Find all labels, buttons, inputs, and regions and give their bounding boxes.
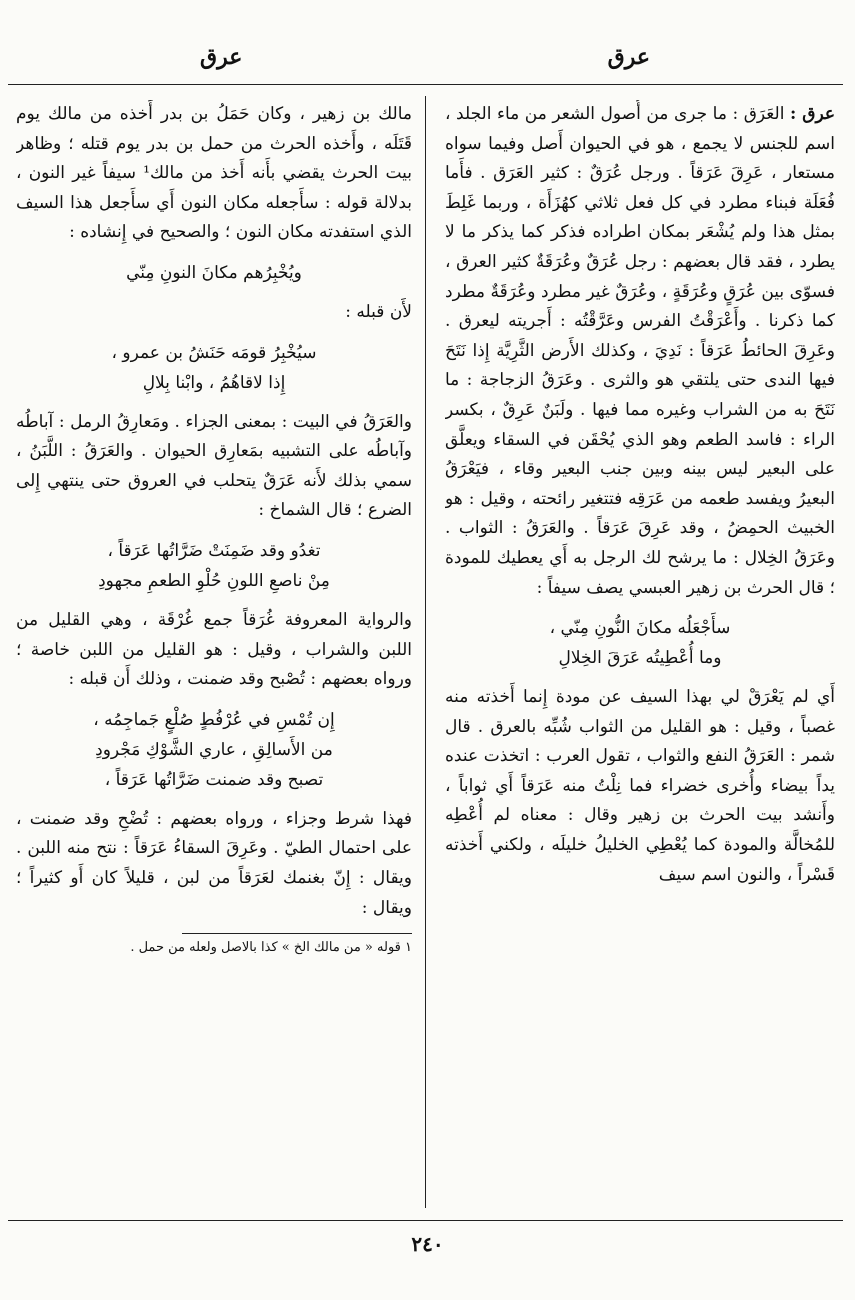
entry-text: العَرَق : ما جرى من أُصول الشعر من ماء الجلد ، اسم للجنس لا يجمع ، هو في الحيوان أَصل وفيما سواه مستعار ، عَرِقَ عَرَقاً . ورجل عُرَقٌ : كثير العَرَق . فأَما فُعَلَة فبناء مطرد في كل فعل ثلاثي كهُزَأَة ، وربما غَلِطَ بمثل هذا ولم يُشْعَر بمكان اطراده فذكر كما يذكر ما لا يطرد ، فقد قال بعضهم : رجل عُرَقٌ وعُرَقَةٌ كثير العرق ، فسوّى بين عُرَقٍ وعُرَقَةٍ ، وعُرَقٌ غير مطرد وعُرَقَةٌ مطرد كما ذكرنا . وأَعْرَقْتُ الفرس وعَرَّقْتُه : أَجريته ليعرق . وعَرِقَ الحائطُ عَرَقاً : نَدِيَ ، وكذلك الأَرض الثَّرِيَّة إِذا نَتَحَ فيها الندى حتى يلتقي هو والثرى . وعَرَقُ الزجاجة : ما نَتَحَ به من الشراب وغيره مما فيها . ولَبَنٌ عَرِقٌ ، بكسر الراء : فاسد الطعم وهو الذي يُحْقَن في السقاء ويعلَّق على البعير ليس بينه وبين جنب البعير وقاء ، فيَعْرَقُ البعيرُ ويفسد طعمه من عَرَقِه فتتغير رائحته ، وقيل : هو الخبيث الحمِضُ ، وقد عَرِقَ عَرَقاً . والعَرَقُ : الثواب . وعَرَقُ الخِلال : ما يرشح لك الرجل به أَي يعطيك للمودة ؛ قال الحرث بن زهير العبسي يصف سيفاً :	[445, 104, 835, 598]
entry-paragraph	[445, 100, 835, 603]
running-header-left: عرق	[200, 44, 243, 70]
verse-block	[16, 258, 412, 288]
header-rule	[8, 84, 843, 85]
verse-line: مِنْ ناصعِ اللونِ حُلْوِ الطعمِ مجهودِ	[98, 570, 330, 591]
entry-paragraph: مالك بن زهير ، وكان حَمَلُ بن بدر أَخذه من مالك يوم قَتَلَه ، وأَخذه الحرث من حمل بن بدر يوم قتله ؛ وظاهر بيت الحرث يقضي بأَنه أَخذ من مالك¹ سيفاً غير النون ، بدلالة قوله : سأَجعله مكان النون أَي سأَجعل هذا السيف الذي استفدته مكان النون ؛ والصحيح في إِنشاده :	[16, 104, 412, 243]
column-divider	[425, 96, 426, 1208]
verse-line: إِن تُمْسِ في عُرْفُطٍ صُلْعٍ جَماجِمُه ،	[93, 709, 335, 730]
verse-line: ويُخْبِرُهم مكانَ النونِ مِنّي	[126, 262, 302, 283]
verse-line: من الأَسالِقِ ، عاري الشَّوْكِ مَجْرودِ	[95, 739, 333, 760]
entry-headword: عرق :	[789, 104, 835, 124]
entry-paragraph: لأَن قبله :	[345, 301, 412, 322]
footnote-rule	[182, 933, 412, 934]
verse-block	[16, 705, 412, 795]
verse-block	[16, 338, 412, 398]
footer-rule	[8, 1220, 843, 1221]
verse-block	[16, 536, 412, 596]
entry-paragraph: فهذا شرط وجزاء ، ورواه بعضهم : تُضْحِ وقد ضمنت ، على احتمال الطيّ . وعَرِقَ السقاءُ عَرَقاً : نتح منه اللبن . ويقال : إِنّ بغنمك لعَرَقاً من لبن ، قليلاً كان أَو كثيراً ؛ ويقال :	[16, 808, 412, 918]
verse-line: تغدُو وقد ضَمِنَتْ ضَرَّاتُها عَرَقاً ،	[107, 540, 321, 561]
verse-block	[445, 613, 835, 673]
running-header-right: عرق	[607, 44, 650, 70]
verse-line: تصبح وقد ضمنت ضَرَّاتُها عَرَقاً ،	[104, 769, 324, 790]
right-column	[445, 100, 835, 1210]
entry-paragraph: والعَرَقُ في البيت : بمعنى الجزاء . ومَعارِقُ الرمل : آباطُه وآباطُه على التشبيه بمَعارِق الحيوان . والعَرَقُ : اللَّبَنُ ، سمي بذلك لأَنه عَرَقٌ يتحلب في العروق حتى ينتهي إِلى الضرع ؛ قال الشماخ :	[16, 411, 412, 521]
entry-paragraph: والرواية المعروفة غُرَقاً جمع غُرْقَة ، وهي القليل من اللبن والشراب ، وقيل : هو القليل من اللبن خاصة ؛ ورواه بعضهم : تُصْبح وقد ضمنت ، وذلك أَن قبله :	[16, 609, 412, 690]
entry-paragraph: أَي لم يَعْرَقْ لي بهذا السيف عن مودة إِنما أَخذته منه غصباً ، وقيل : هو القليل من الثواب شُبِّه بالعرق . قال شمر : العَرَقُ النفع والثواب ، تقول العرب : اتخذت عنده يداً بيضاء وأُخرى خضراء فما نِلْتُ منه عَرَقاً أَي ثواباً ، وأَنشد بيت الحرث بن زهير وقال : معناه لم أُعْطِه للمُخالَّة والمودة كما يُعْطِي الخليلُ خليلَه ، ولكني أَخذته قَسْراً ، والنون اسم سيف	[445, 687, 835, 885]
verse-line: وما أُعْطِيتُه عَرَقَ الخِلالِ	[558, 648, 722, 669]
left-column	[16, 100, 412, 1210]
verse-line: إِذا لاقاهُمُ ، وابْنا بِلالِ	[142, 372, 286, 393]
page-number: ٢٤٠	[411, 1232, 444, 1256]
footnote: ١ قوله « من مالك الخ » كذا بالاصل ولعله من حمل .	[130, 940, 412, 956]
verse-line: سأَجْعَلُه مكانَ النُّونِ مِنّي ،	[549, 618, 731, 639]
verse-line: سيُخْبِرُ قومَه حَنَشُ بن عمرو ،	[111, 342, 317, 363]
